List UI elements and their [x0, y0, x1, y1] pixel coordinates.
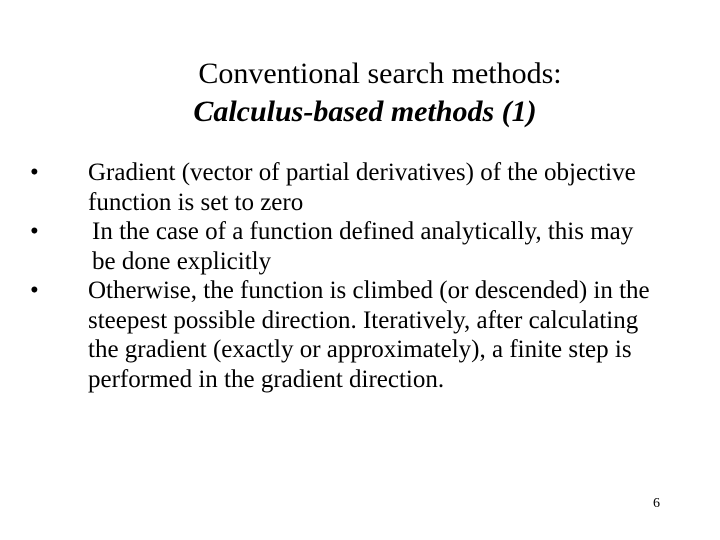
bullet-list — [30, 158, 660, 394]
bullet-text: Otherwise, the function is climbed (or descended) in the steepest possible direction. Iteratively, after calculating the gradient (exactly or approximately), a finite step is performed in the gradient direction. — [88, 277, 650, 393]
bullet-item — [30, 158, 660, 217]
bullet-marker: • — [30, 277, 39, 304]
page-number: 6 — [653, 496, 660, 511]
title-line-2: Calculus-based methods (1) — [193, 95, 537, 128]
bullet-item — [30, 217, 660, 276]
title-line-1: Conventional search methods: — [198, 57, 562, 90]
slide-title — [60, 55, 660, 131]
bullet-text: Gradient (vector of partial derivatives) of the objective function is set to zero — [88, 159, 636, 216]
bullet-item — [30, 276, 660, 394]
bullet-text: In the case of a function defined analytically, this may be done explicitly — [92, 218, 634, 275]
bullet-marker: • — [30, 218, 39, 245]
bullet-marker: • — [30, 159, 39, 186]
